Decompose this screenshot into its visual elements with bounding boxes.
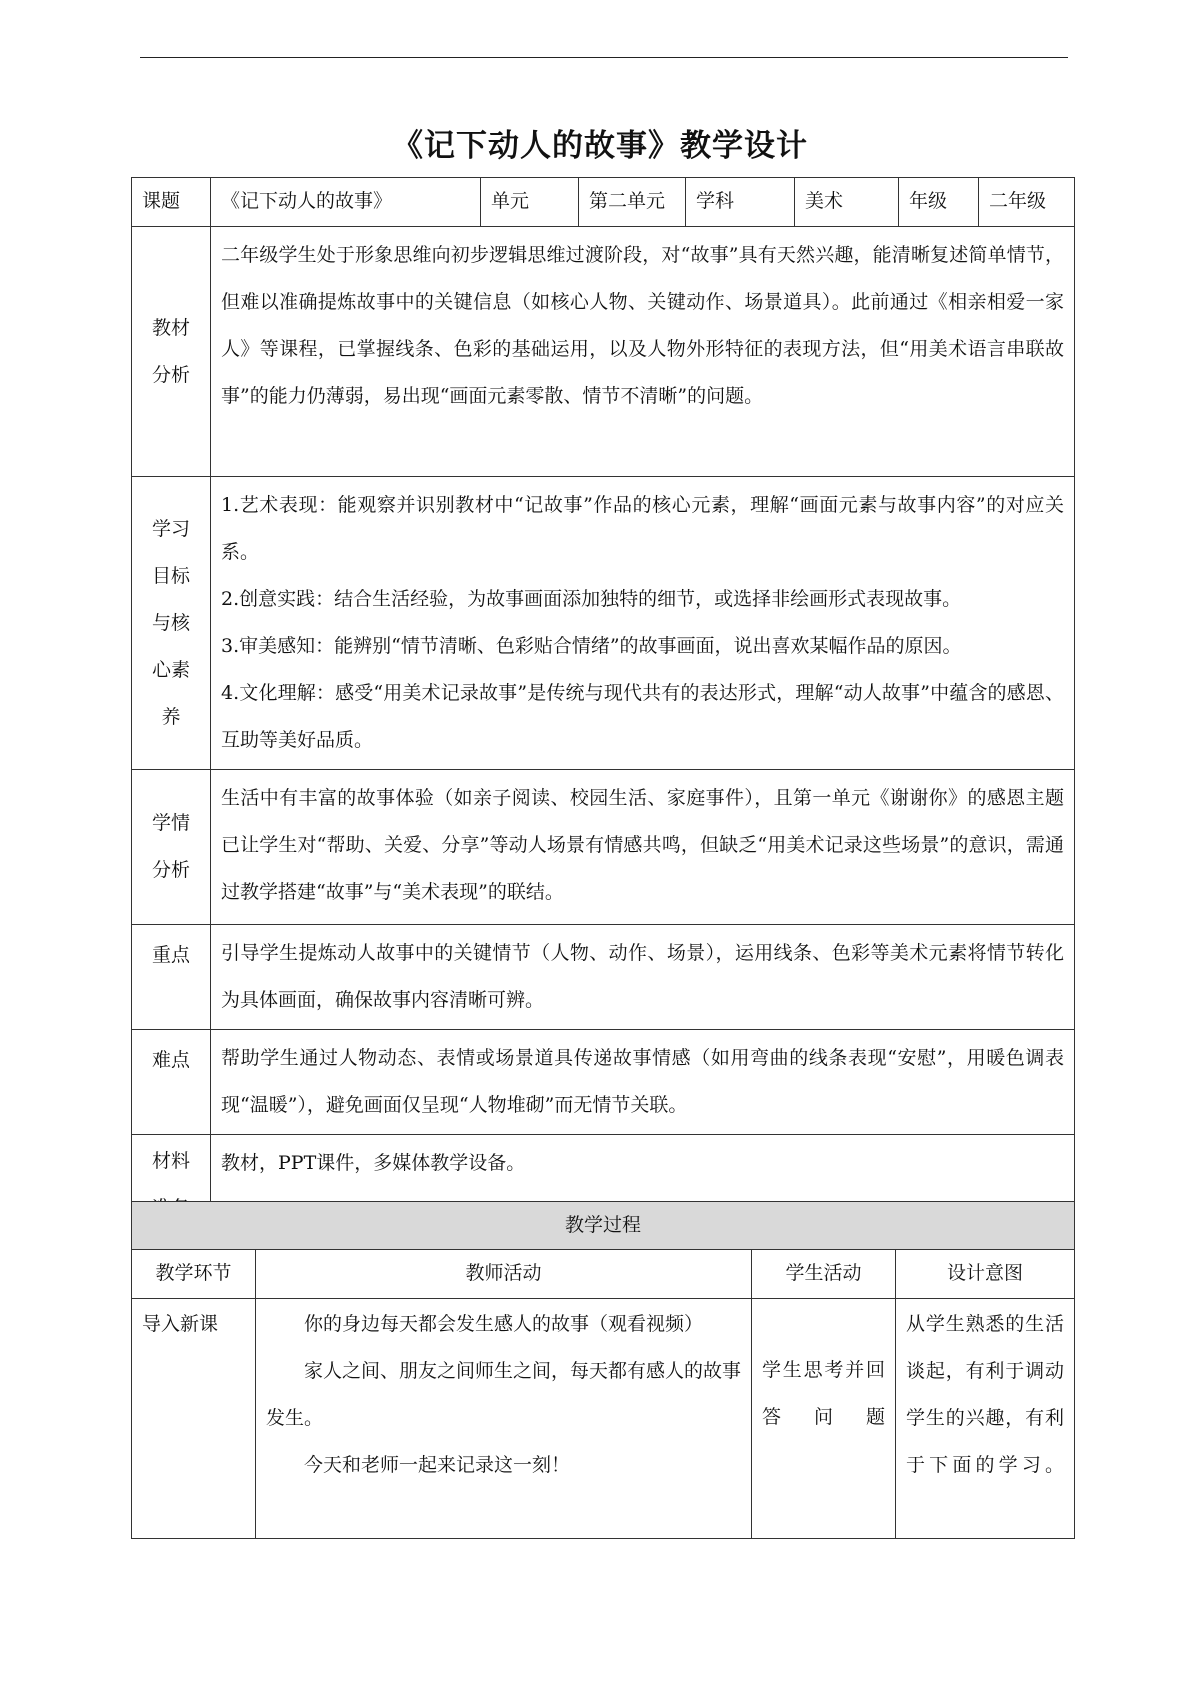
subject-label: 学科 — [686, 178, 795, 227]
intent-text: 从学生熟悉的生活谈起，有利于调动学生的兴趣，有利于下面的学习。 — [906, 1313, 1065, 1476]
row-content — [211, 1030, 1075, 1135]
column-header-row — [132, 1250, 1075, 1299]
row-content — [211, 227, 1075, 477]
lesson-info-table — [131, 177, 1075, 1233]
row-paragraph: 二年级学生处于形象思维向初步逻辑思维过渡阶段，对“故事”具有天然兴趣，能清晰复述简单情节，但难以准确提炼故事中的关键信息（如核心人物、关键动作、场景道具）。此前通过《相亲相爱一家人》等课程，已掌握线条、色彩的基础运用，以及人物外形特征的表现方法，但“用美术语言串联故事”的能力仍薄弱，易出现“画面元素零散、情节不清晰”的问题。 — [221, 244, 1064, 407]
textbook-analysis-row — [132, 227, 1075, 477]
page-title: 《记下动人的故事》教学设计 — [392, 128, 808, 164]
header-row — [132, 178, 1075, 227]
teacher-activity-cell — [256, 1299, 752, 1539]
column-header-stage: 教学环节 — [132, 1250, 256, 1299]
teacher-line: 家人之间、朋友之间师生之间，每天都有感人的故事发生。 — [266, 1360, 742, 1429]
design-intent-cell — [896, 1299, 1075, 1539]
row-label — [132, 477, 211, 770]
row-label-text: 重点 — [151, 944, 190, 966]
column-header-intent: 设计意图 — [896, 1250, 1075, 1299]
learner-analysis-row — [132, 770, 1075, 925]
unit-value: 第二单元 — [579, 178, 686, 227]
grade-label: 年级 — [899, 178, 979, 227]
objective-item: 3.审美感知：能辨别“情节清晰、色彩贴合情绪”的故事画面，说出喜欢某幅作品的原因。 — [221, 635, 962, 657]
stage-cell: 导入新课 — [132, 1299, 256, 1539]
row-label — [132, 770, 211, 925]
row-content — [211, 925, 1075, 1030]
objective-item: 2.创意实践：结合生活经验，为故事画面添加独特的细节，或选择非绘画形式表现故事。 — [221, 588, 962, 610]
column-header-teacher: 教师活动 — [256, 1250, 752, 1299]
row-content — [211, 477, 1075, 770]
row-label-text: 难点 — [151, 1049, 190, 1071]
section-header-row — [132, 1202, 1075, 1250]
row-paragraph: 生活中有丰富的故事体验（如亲子阅读、校园生活、家庭事件），且第一单元《谢谢你》的感恩主题已让学生对“帮助、关爱、分享”等动人场景有情感共鸣，但缺乏“用美术记录这些场景”的意识，需通过教学搭建“故事”与“美术表现”的联结。 — [221, 787, 1064, 903]
topic-label: 课题 — [132, 178, 211, 227]
teacher-line: 你的身边每天都会发生感人的故事（观看视频） — [304, 1313, 704, 1335]
row-label-text: 学情 分析 — [151, 812, 190, 881]
row-label — [132, 1030, 211, 1135]
section-title: 教学过程 — [132, 1202, 1075, 1250]
objective-item: 1.艺术表现：能观察并识别教材中“记故事”作品的核心元素，理解“画面元素与故事内容”的对应关系。 — [221, 494, 1064, 563]
row-label-text: 材料 — [151, 1150, 190, 1172]
teaching-process-table — [131, 1201, 1075, 1539]
row-paragraph: 帮助学生通过人物动态、表情或场景道具传递故事情感（如用弯曲的线条表现“安慰”，用暖色调表现“温暖”），避免画面仅呈现“人物堆砌”而无情节关联。 — [221, 1047, 1064, 1116]
row-label — [132, 227, 211, 477]
row-paragraph: 教材，PPT课件，多媒体教学设备。 — [221, 1152, 526, 1174]
unit-label: 单元 — [481, 178, 579, 227]
key-point-row — [132, 925, 1075, 1030]
header-rule — [140, 57, 1068, 58]
difficulty-row — [132, 1030, 1075, 1135]
row-label-text: 学习 目标 与核 心素 养 — [151, 517, 190, 728]
teacher-line: 今天和老师一起来记录这一刻！ — [304, 1454, 571, 1476]
student-activity-cell — [752, 1299, 896, 1539]
column-header-student: 学生活动 — [752, 1250, 896, 1299]
row-content — [211, 770, 1075, 925]
row-paragraph: 引导学生提炼动人故事中的关键情节（人物、动作、场景），运用线条、色彩等美术元素将情节转化为具体画面，确保故事内容清晰可辨。 — [221, 942, 1064, 1011]
objective-item: 4.文化理解：感受“用美术记录故事”是传统与现代共有的表达形式，理解“动人故事”中蕴含的感恩、互助等美好品质。 — [221, 682, 1064, 751]
objectives-row — [132, 477, 1075, 770]
process-row — [132, 1299, 1075, 1539]
topic-value: 《记下动人的故事》 — [211, 178, 481, 227]
row-label — [132, 925, 211, 1030]
subject-value: 美术 — [795, 178, 899, 227]
row-label-text: 教材 分析 — [151, 316, 190, 386]
grade-value: 二年级 — [979, 178, 1075, 227]
student-text: 学生思考并回答问题 — [762, 1359, 885, 1428]
